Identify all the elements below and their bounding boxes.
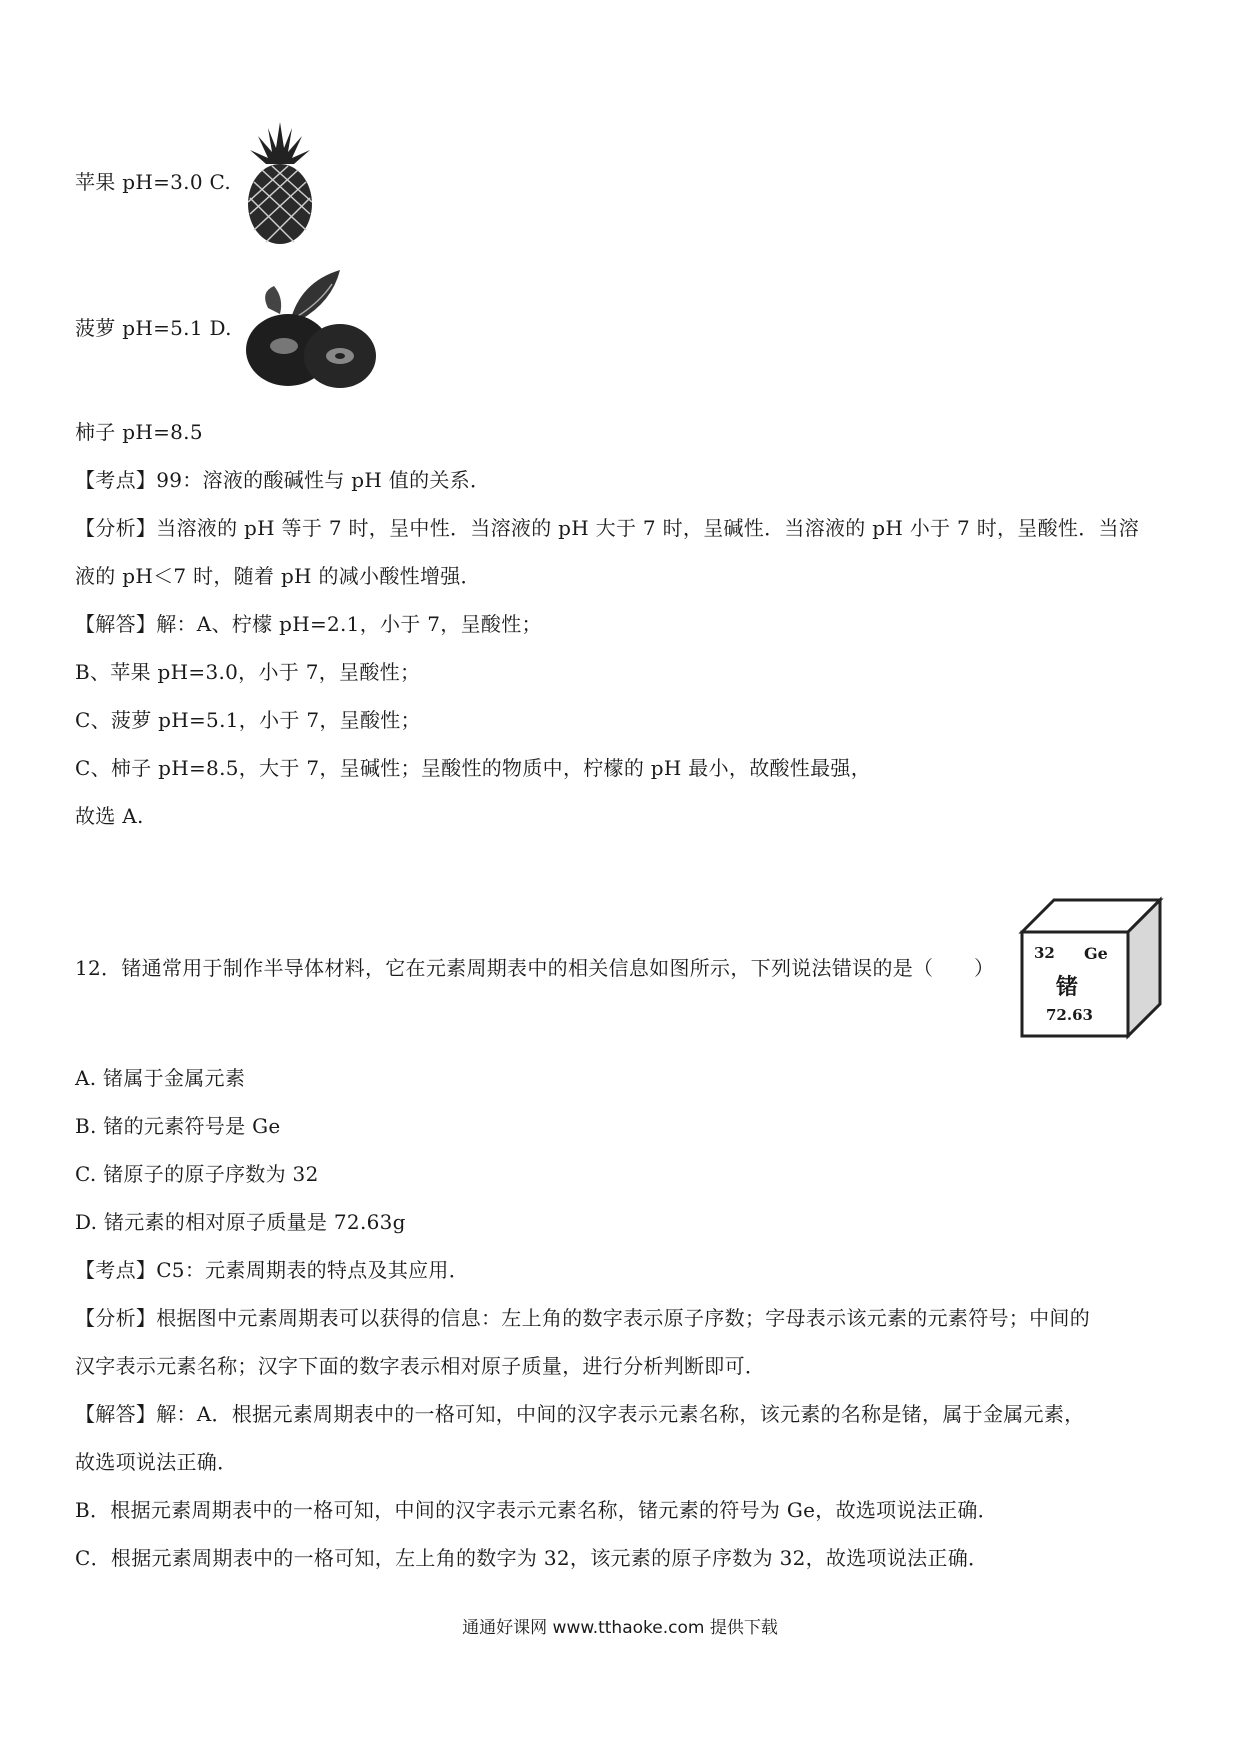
text-line: B、苹果 pH=3.0，小于 7，呈酸性； <box>75 660 421 684</box>
text-line: 柿子 pH=8.5 <box>75 420 203 444</box>
text-line: C、菠萝 pH=5.1，小于 7，呈酸性； <box>75 708 421 732</box>
option-a: A. 锗属于金属元素 <box>75 1066 246 1090</box>
footer-text: 通通好课网 www.tthaoke.com 提供下载 <box>462 1618 778 1638</box>
analysis-line: B．根据元素周期表中的一格可知，中间的汉字表示元素名称，锗元素的符号为 Ge，故选项说法正确． <box>75 1498 998 1522</box>
option-c: C. 锗原子的原子序数为 32 <box>75 1162 319 1186</box>
text-line: 液的 pH＜7 时，随着 pH 的减小酸性增强． <box>75 564 481 588</box>
text-line: 故选 A. <box>75 804 144 828</box>
persimmon-image <box>240 262 380 392</box>
analysis-line: 【考点】C5：元素周期表的特点及其应用． <box>75 1258 470 1282</box>
pineapple-image <box>240 118 320 246</box>
analysis-line: 汉字表示元素名称；汉字下面的数字表示相对原子质量，进行分析判断即可． <box>75 1354 766 1378</box>
analysis-line: 故选项说法正确． <box>75 1450 238 1474</box>
element-cell-image <box>1018 896 1164 1042</box>
text-line: 菠萝 pH=5.1 D. <box>75 316 232 340</box>
text-line: 苹果 pH=3.0 C. <box>75 170 232 194</box>
option-d: D. 锗元素的相对原子质量是 72.63g <box>75 1210 406 1234</box>
analysis-line: 【分析】根据图中元素周期表可以获得的信息：左上角的数字表示原子序数；字母表示该元素的元素符号；中间的 <box>75 1306 1090 1330</box>
text-line: 【解答】解：A、柠檬 pH=2.1，小于 7，呈酸性； <box>75 612 542 636</box>
text-line: 【考点】99：溶液的酸碱性与 pH 值的关系． <box>75 468 491 492</box>
element-number: 32 <box>1034 944 1055 962</box>
analysis-line: 【解答】解：A．根据元素周期表中的一格可知，中间的汉字表示元素名称，该元素的名称是锗，属于金属元素， <box>75 1402 1085 1426</box>
analysis-line: C．根据元素周期表中的一格可知，左上角的数字为 32，该元素的原子序数为 32，故选项说法正确． <box>75 1546 989 1570</box>
text-line: 【分析】当溶液的 pH 等于 7 时，呈中性．当溶液的 pH 大于 7 时，呈碱性．当溶液的 pH 小于 7 时，呈酸性．当溶 <box>75 516 1140 540</box>
option-b: B. 锗的元素符号是 Ge <box>75 1114 281 1138</box>
element-name: 锗 <box>1056 974 1079 1000</box>
element-symbol: Ge <box>1084 944 1108 963</box>
question-text: 12．锗通常用于制作半导体材料，它在元素周期表中的相关信息如图所示，下列说法错误的是（ ） <box>75 956 995 980</box>
text-line: C、柿子 pH=8.5，大于 7，呈碱性；呈酸性的物质中，柠檬的 pH 最小，故酸性最强， <box>75 756 872 780</box>
element-mass: 72.63 <box>1046 1006 1093 1024</box>
